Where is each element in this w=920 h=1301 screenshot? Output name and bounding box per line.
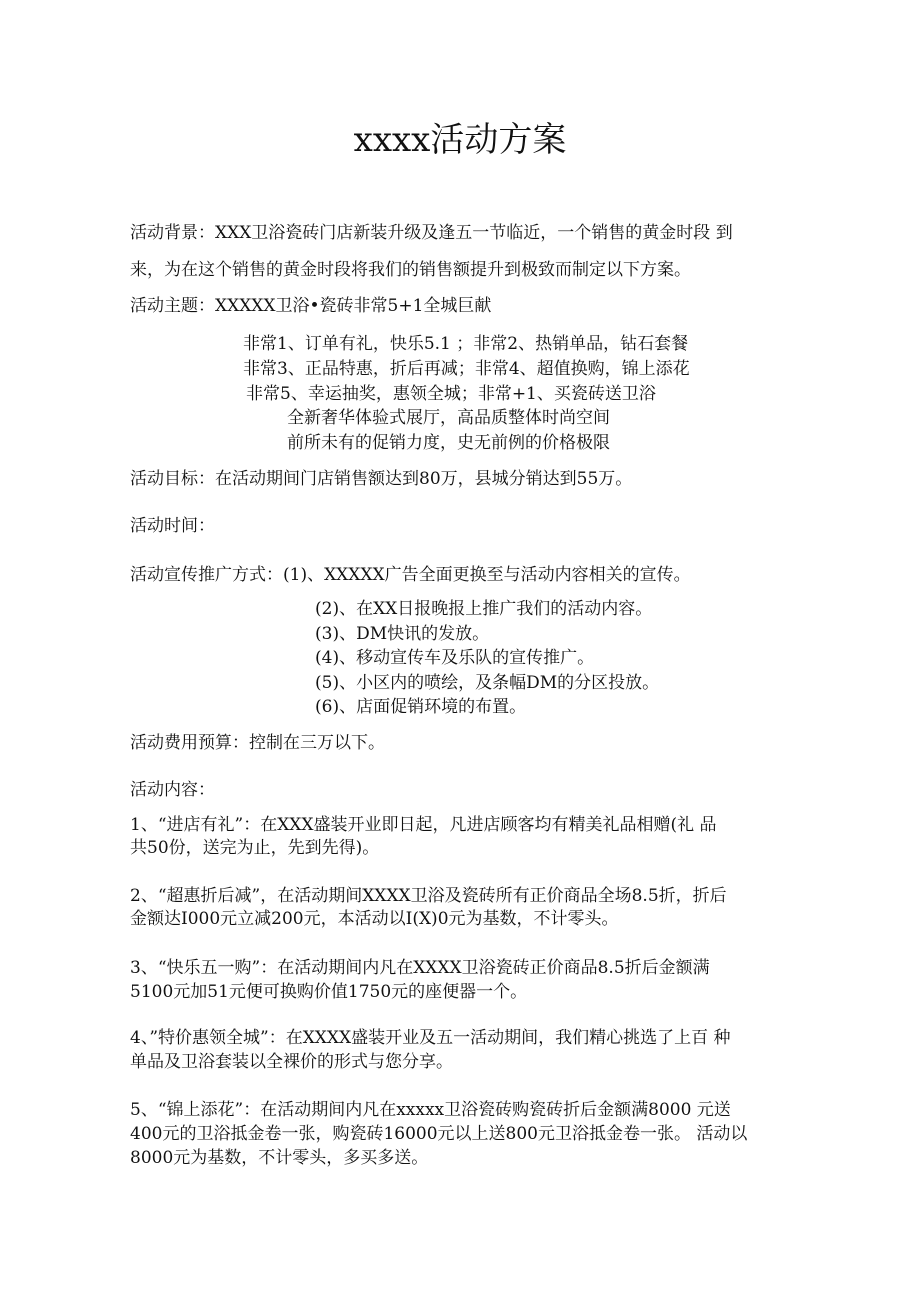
slogan-line-2: 非常3、正品特惠，折后再减；非常4、超值换购，锦上添花 [243, 359, 690, 379]
content-item-1-line-1: 1、“进店有礼”：在XXX盛装开业即日起，凡进店顾客均有精美礼品相赠(礼 品 [130, 815, 717, 835]
content-item-5-line-1: 5、“锦上添花”：在活动期间内凡在xxxxx卫浴瓷砖购瓷砖折后金额满8000 元送 [130, 1100, 731, 1120]
time-text: 活动时间： [130, 516, 215, 536]
theme-label: 活动主题：XXXXX卫浴•瓷砖非常5+1全城巨献 [130, 296, 492, 316]
promotion-item: (3)、DM快讯的发放。 [315, 624, 490, 644]
content-item-1-line-2: 共50份，送完为止，先到先得)。 [130, 838, 380, 858]
slogan-line-5: 前所未有的促销力度，史无前例的价格极限 [287, 433, 610, 453]
budget-text: 活动费用预算：控制在三万以下。 [130, 733, 385, 753]
promotion-item: (5)、小区内的喷绘，及条幅DM的分区投放。 [315, 673, 660, 693]
content-item-4-line-2: 单品及卫浴套装以全裸价的形式与您分享。 [130, 1052, 453, 1072]
content-item-3-line-2: 5100元加51元便可换购价值1750元的座便器一个。 [130, 982, 528, 1002]
content-item-5-line-2: 400元的卫浴抵金卷一张，购瓷砖16000元以上送800元卫浴抵金卷一张。 活动以 [130, 1124, 748, 1144]
promotion-item: (6)、店面促销环境的布置。 [315, 697, 527, 717]
promotion-item: (2)、在XX日报晚报上推广我们的活动内容。 [315, 599, 653, 619]
background-line-1: 活动背景：XXX卫浴瓷砖门店新装升级及逢五一节临近，一个销售的黄金时段 到 [130, 223, 733, 243]
background-line-2: 来，为在这个销售的黄金时段将我们的销售额提升到极致而制定以下方案。 [130, 260, 691, 280]
slogan-line-3: 非常5、幸运抽奖，惠领全城；非常+1、买瓷砖送卫浴 [246, 384, 656, 404]
content-item-2-line-2: 金额达I000元立减200元，本活动以I(X)0元为基数，不计零头。 [130, 909, 619, 929]
page-title: xxxx活动方案 [353, 120, 567, 160]
content-heading: 活动内容： [130, 780, 215, 800]
promotion-first: 活动宣传推广方式：(1)、XXXXX广告全面更换至与活动内容相关的宣传。 [130, 565, 691, 585]
slogan-line-1: 非常1、订单有礼，快乐5.1 ；非常2、热销单品，钻石套餐 [243, 334, 689, 354]
content-item-3-line-1: 3、“快乐五一购”：在活动期间内凡在XXXX卫浴瓷砖正价商品8.5折后金额满 [130, 958, 710, 978]
content-item-5-line-3: 8000元为基数，不计零头，多买多送。 [130, 1148, 429, 1168]
content-item-2-line-1: 2、“超惠折后减”，在活动期间XXXX卫浴及瓷砖所有正价商品全场8.5折，折后 [130, 886, 727, 906]
slogan-line-4: 全新奢华体验式展厅，高品质整体时尚空间 [287, 408, 610, 428]
content-item-4-line-1: 4、”特价惠领全城”：在XXXX盛装开业及五一活动期间，我们精心挑选了上百 种 [130, 1028, 731, 1048]
promotion-item: (4)、移动宣传车及乐队的宣传推广。 [315, 648, 595, 668]
goal-text: 活动目标：在活动期间门店销售额达到80万，县城分销达到55万。 [130, 469, 633, 489]
